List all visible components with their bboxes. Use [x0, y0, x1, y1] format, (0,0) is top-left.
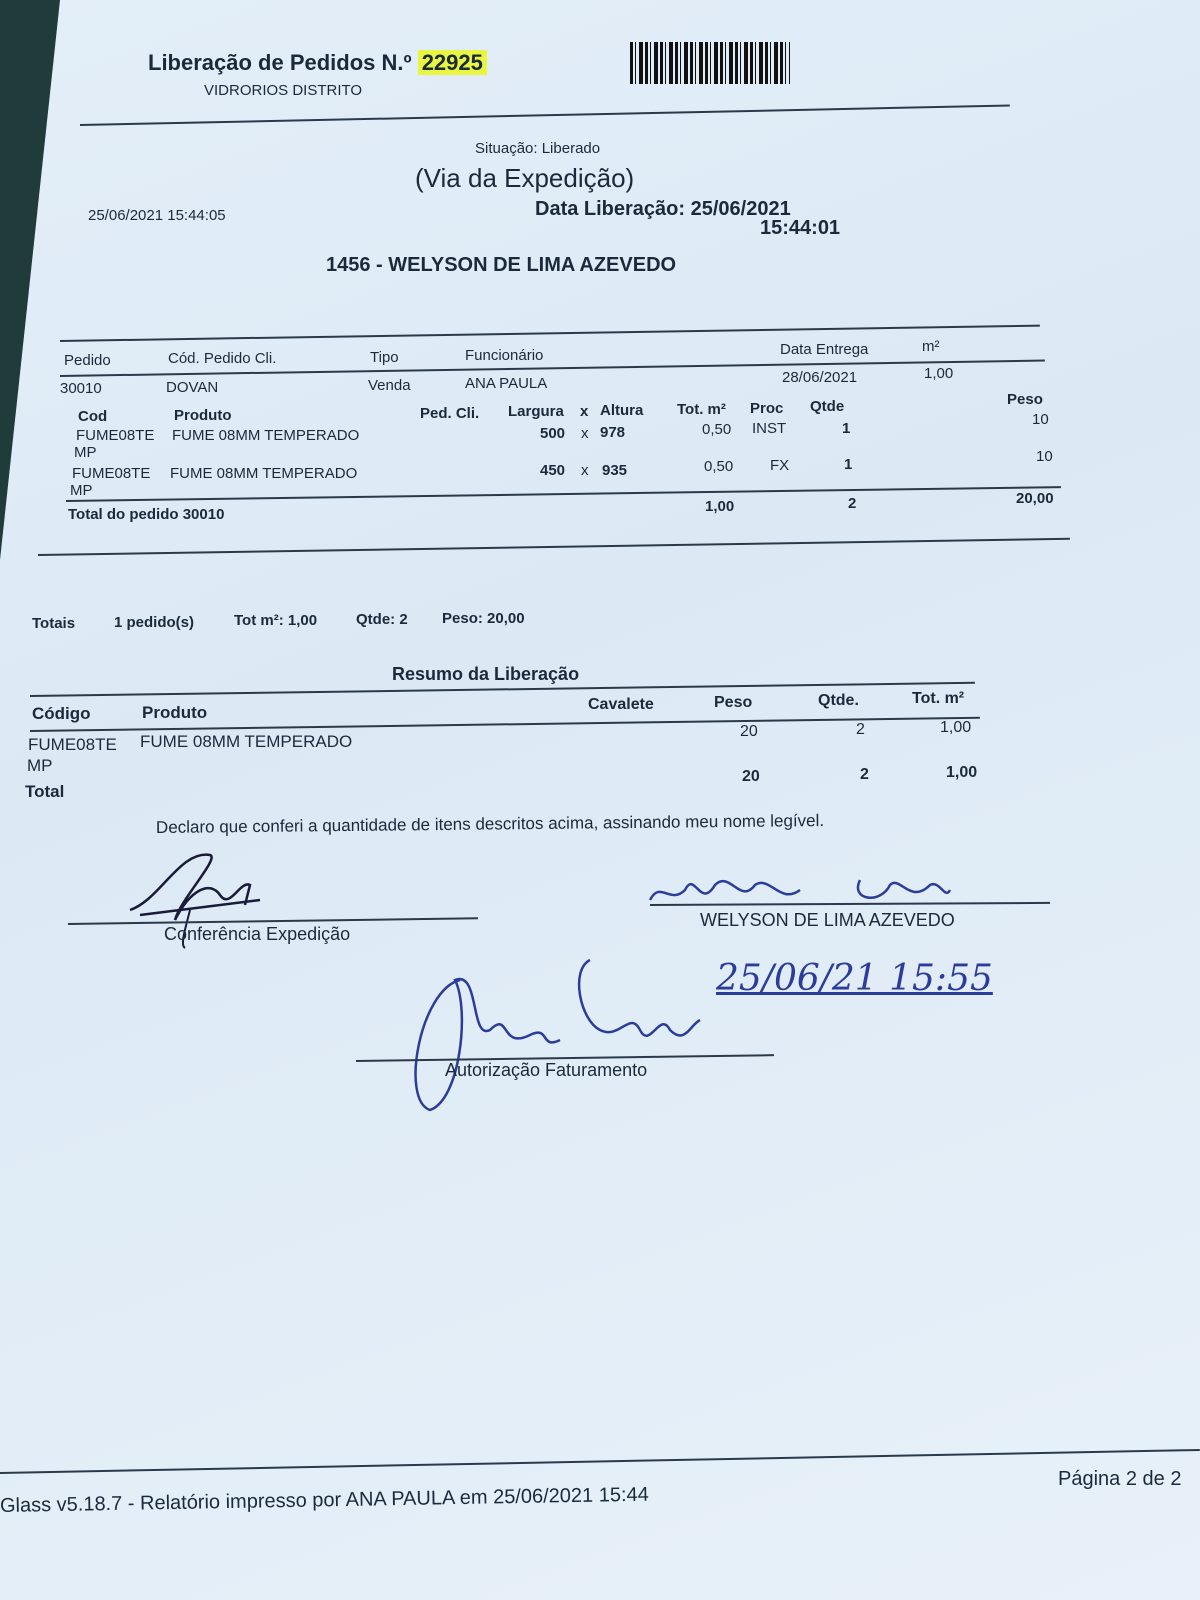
- cell-cod-cont: MP: [74, 444, 97, 461]
- resumo-total-tot: 1,00: [946, 764, 978, 781]
- cell-qtde: 1: [842, 420, 851, 437]
- table-top-line: [60, 325, 1040, 342]
- col-qtde: Qtde: [810, 398, 845, 415]
- resumo-col-peso: Peso: [714, 694, 753, 711]
- divider: [80, 105, 1010, 126]
- cell-produto: FUME 08MM TEMPERADO: [170, 465, 358, 482]
- handwritten-date: 25/06/21 15:55: [716, 958, 993, 999]
- resumo-cell-produto: FUME 08MM TEMPERADO: [140, 732, 353, 751]
- page-number: Página 2 de 2: [1058, 1468, 1182, 1490]
- totais-pedidos: 1 pedido(s): [114, 614, 195, 631]
- resumo-cell-peso: 20: [740, 723, 758, 740]
- barcode: [630, 42, 790, 84]
- resumo-title: Resumo da Liberação: [392, 664, 580, 684]
- document-title: [148, 50, 487, 76]
- resumo-col-produto: Produto: [142, 703, 208, 722]
- col-funcionario: Funcionário: [465, 347, 544, 364]
- autorizacao-label: Autorização Faturamento: [445, 1060, 648, 1080]
- col-tot-m2: Tot. m²: [677, 401, 726, 418]
- cell-x: x: [581, 462, 589, 479]
- cell-largura: 500: [540, 425, 566, 442]
- title-text: Liberação de Pedidos N.º: [148, 50, 412, 75]
- client-name: 1456 - WELYSON DE LIMA AZEVEDO: [326, 254, 677, 276]
- col-cod-pedido-cli: Cód. Pedido Cli.: [168, 350, 277, 367]
- cell-funcionario: ANA PAULA: [465, 375, 548, 392]
- cell-proc: INST: [752, 420, 787, 437]
- cell-peso: 10: [1036, 448, 1053, 465]
- footer-line: [0, 1449, 1200, 1474]
- resumo-total-qtde: 2: [860, 766, 869, 783]
- resumo-col-qtde: Qtde.: [818, 692, 859, 709]
- cell-cod: FUME08TE: [76, 427, 155, 444]
- resumo-cell-codigo-cont: MP: [27, 756, 53, 775]
- cell-altura: 935: [602, 462, 628, 479]
- total-pedido-qtde: 2: [848, 495, 857, 512]
- cell-tipo: Venda: [368, 377, 411, 394]
- col-largura: Largura: [508, 403, 564, 420]
- resumo-col-cavalete: Cavalete: [588, 696, 654, 713]
- company-name: VIDRORIOS DISTRITO: [204, 82, 363, 99]
- cell-x: x: [581, 425, 589, 442]
- data-liberacao: [535, 198, 791, 221]
- cell-tot: 0,50: [702, 421, 732, 438]
- cliente-name: WELYSON DE LIMA AZEVEDO: [700, 910, 955, 930]
- resumo-cell-codigo: FUME08TE: [28, 735, 117, 754]
- totais-m2: Tot m²: 1,00: [234, 612, 318, 629]
- cell-m2: 1,00: [924, 365, 954, 382]
- col-x: x: [580, 403, 589, 420]
- col-cod: Cod: [78, 408, 108, 425]
- data-liberacao-time: 15:44:01: [760, 217, 841, 239]
- cell-proc: FX: [770, 457, 790, 474]
- order-number: 22925: [418, 50, 487, 75]
- autorizacao-signature: [400, 950, 720, 1120]
- total-pedido-m2: 1,00: [705, 498, 735, 515]
- cell-pedido: 30010: [60, 380, 102, 397]
- via-title: (Via da Expedição): [415, 163, 635, 193]
- total-pedido-label: Total do pedido 30010: [68, 506, 225, 523]
- col-pedido: Pedido: [64, 352, 111, 369]
- cell-peso: 10: [1032, 411, 1049, 428]
- cell-cod-pedido-cli: DOVAN: [166, 379, 219, 396]
- col-ped-cli: Ped. Cli.: [420, 405, 480, 422]
- background-edge: [0, 0, 60, 560]
- conferencia-label: Conferência Expedição: [164, 924, 351, 944]
- col-proc: Proc: [750, 400, 784, 417]
- col-m2: m²: [922, 338, 940, 355]
- totais-qtde: Qtde: 2: [356, 611, 408, 628]
- col-produto: Produto: [174, 407, 232, 424]
- data-liberacao-date: 25/06/2021: [690, 198, 791, 220]
- total-pedido-peso: 20,00: [1016, 490, 1054, 507]
- resumo-cell-qtde: 2: [856, 721, 865, 738]
- situacao: Situação: Liberado: [475, 140, 601, 157]
- cell-data-entrega: 28/06/2021: [782, 369, 858, 386]
- totais-label: Totais: [32, 615, 76, 632]
- resumo-total-peso: 20: [742, 768, 760, 785]
- col-tipo: Tipo: [370, 349, 399, 366]
- cell-qtde: 1: [844, 456, 853, 473]
- section-divider: [38, 538, 1070, 556]
- resumo-col-tot: Tot. m²: [912, 690, 965, 707]
- col-peso: Peso: [1007, 391, 1043, 408]
- resumo-col-codigo: Código: [32, 704, 91, 723]
- declaration-text: Declaro que conferi a quantidade de itens descritos acima, assinando meu nome legível.: [155, 811, 825, 837]
- cell-cod-cont: MP: [70, 482, 93, 499]
- data-liberacao-label: Data Liberação:: [535, 198, 686, 220]
- cell-tot: 0,50: [704, 458, 734, 475]
- print-datetime: 25/06/2021 15:44:05: [88, 207, 226, 224]
- col-data-entrega: Data Entrega: [780, 341, 869, 358]
- items-total-line: [66, 486, 1061, 502]
- cell-largura: 450: [540, 462, 566, 479]
- footer-text: Glass v5.18.7 - Relatório impresso por ANA PAULA em 25/06/2021 15:44: [0, 1483, 649, 1517]
- cell-produto: FUME 08MM TEMPERADO: [172, 427, 360, 444]
- resumo-total-label: Total: [25, 782, 65, 801]
- resumo-cell-tot: 1,00: [940, 719, 972, 736]
- totais-peso: Peso: 20,00: [442, 610, 525, 627]
- cell-altura: 978: [600, 424, 626, 441]
- col-altura: Altura: [600, 402, 644, 419]
- cell-cod: FUME08TE: [72, 465, 151, 482]
